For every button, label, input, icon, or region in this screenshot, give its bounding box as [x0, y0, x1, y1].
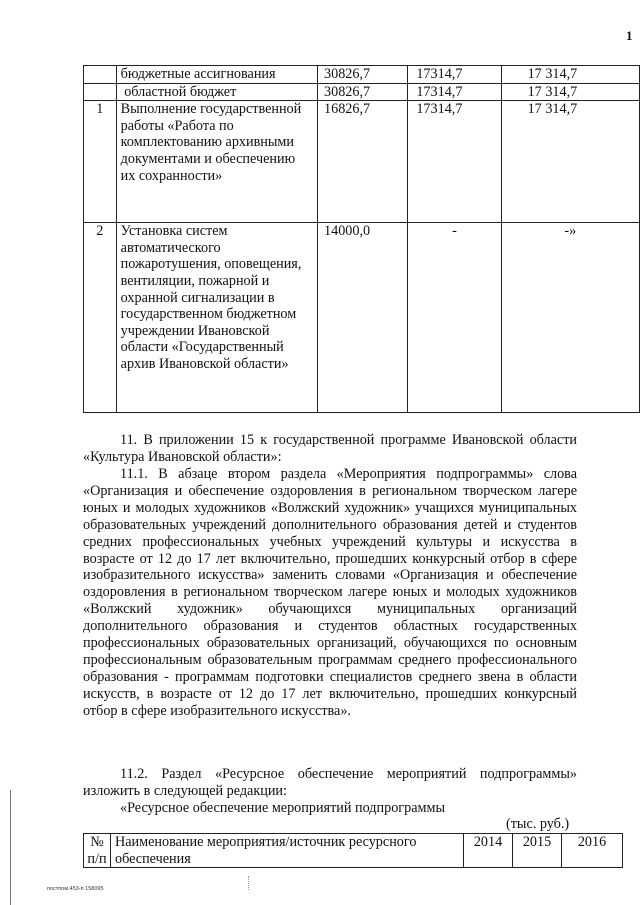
- table-row: [84, 66, 640, 84]
- table-row: [84, 101, 640, 223]
- section-heading-quote: «Ресурсное обеспечение мероприятий подпрограммы: [120, 800, 445, 816]
- header-2016: 2016: [562, 834, 623, 868]
- unit-label: (тыс. руб.): [506, 816, 570, 832]
- value-2014: 14000,0: [318, 223, 408, 413]
- value-2016: 17 314,7: [501, 66, 639, 84]
- paragraph-11-2: [83, 766, 577, 800]
- value-2016: -»: [501, 223, 639, 413]
- value-2014: 30826,7: [318, 83, 408, 101]
- value-2014: 30826,7: [318, 66, 408, 84]
- header-number: № п/п: [84, 834, 111, 868]
- paragraph-11-1: [83, 466, 577, 720]
- value-2015: -: [408, 223, 501, 413]
- row-name: областной бюджет: [116, 83, 317, 101]
- header-2014: 2014: [464, 834, 513, 868]
- value-2015: 17314,7: [408, 101, 501, 223]
- table-header-row: [84, 834, 623, 868]
- row-number: 2: [84, 223, 117, 413]
- header-name: Наименование мероприятия/источник ресурсного обеспечения: [111, 834, 464, 868]
- paragraph-11-1-text: 11.1. В абзаце втором раздела «Мероприятия подпрограммы» слова «Организация и обеспечение оздоровления в региональном творческом лагере юных и молодых художников «Волжский художник» учащихся муниципальных образовательных учреждений дополнительного образования детей и студентов средних профессиональных учебных учреждений культуры и искусства в возрасте от 12 до 17 лет включительно, прошедших конкурсный отбор в сфере изобразительного искусства» заменить словами «Организация и обеспечение оздоровления в региональном творческом лагере юных и молодых художников «Волжский художник» обучающихся муниципальных организаций дополнительного образования и студентов областных государственных профессиональных образовательных организаций, обучающихся по основным профессиональным образовательным программам среднего профессионального образования - программам подготовки специалистов среднего звена в области искусств, в возрасте от 12 до 17 лет включительно, прошедших конкурсный отбор в сфере изобразительного искусства».: [83, 466, 577, 719]
- table-row: [84, 223, 640, 413]
- row-name: Установка систем автоматического пожаротушения, оповещения, вентиляции, пожарной и охранной сигнализации в государственном бюджетном учреждении Ивановской области «Государственный архив Ивановской области»: [116, 223, 317, 413]
- resource-table: [83, 833, 623, 868]
- row-name: Выполнение государственной работы «Работа по комплектованию архивными документами и обеспечению их сохранности»: [116, 101, 317, 223]
- paragraph-11-text: 11. В приложении 15 к государственной программе Ивановской области «Культура Ивановской области»:: [83, 432, 577, 465]
- page-mark: 1: [626, 28, 633, 43]
- value-2016: 17 314,7: [501, 83, 639, 101]
- paragraph-11-2-text: 11.2. Раздел «Ресурсное обеспечение мероприятий подпрограммы» изложить в следующей редакции:: [83, 766, 577, 799]
- value-2014: 16826,7: [318, 101, 408, 223]
- row-number: 1: [84, 101, 117, 223]
- table-row: [84, 83, 640, 101]
- row-name: бюджетные ассигнования: [116, 66, 317, 84]
- value-2016: 17 314,7: [501, 101, 639, 223]
- header-2015: 2015: [513, 834, 562, 868]
- value-2015: 17314,7: [408, 66, 501, 84]
- value-2015: 17314,7: [408, 83, 501, 101]
- scan-artifact: [248, 876, 250, 890]
- row-number: [84, 66, 117, 84]
- paragraph-11: [83, 432, 577, 466]
- row-number: [84, 83, 117, 101]
- budget-table: [83, 65, 640, 413]
- footer-document-code: постпом.453-п 158095: [47, 886, 104, 892]
- scan-margin-line: [10, 790, 11, 905]
